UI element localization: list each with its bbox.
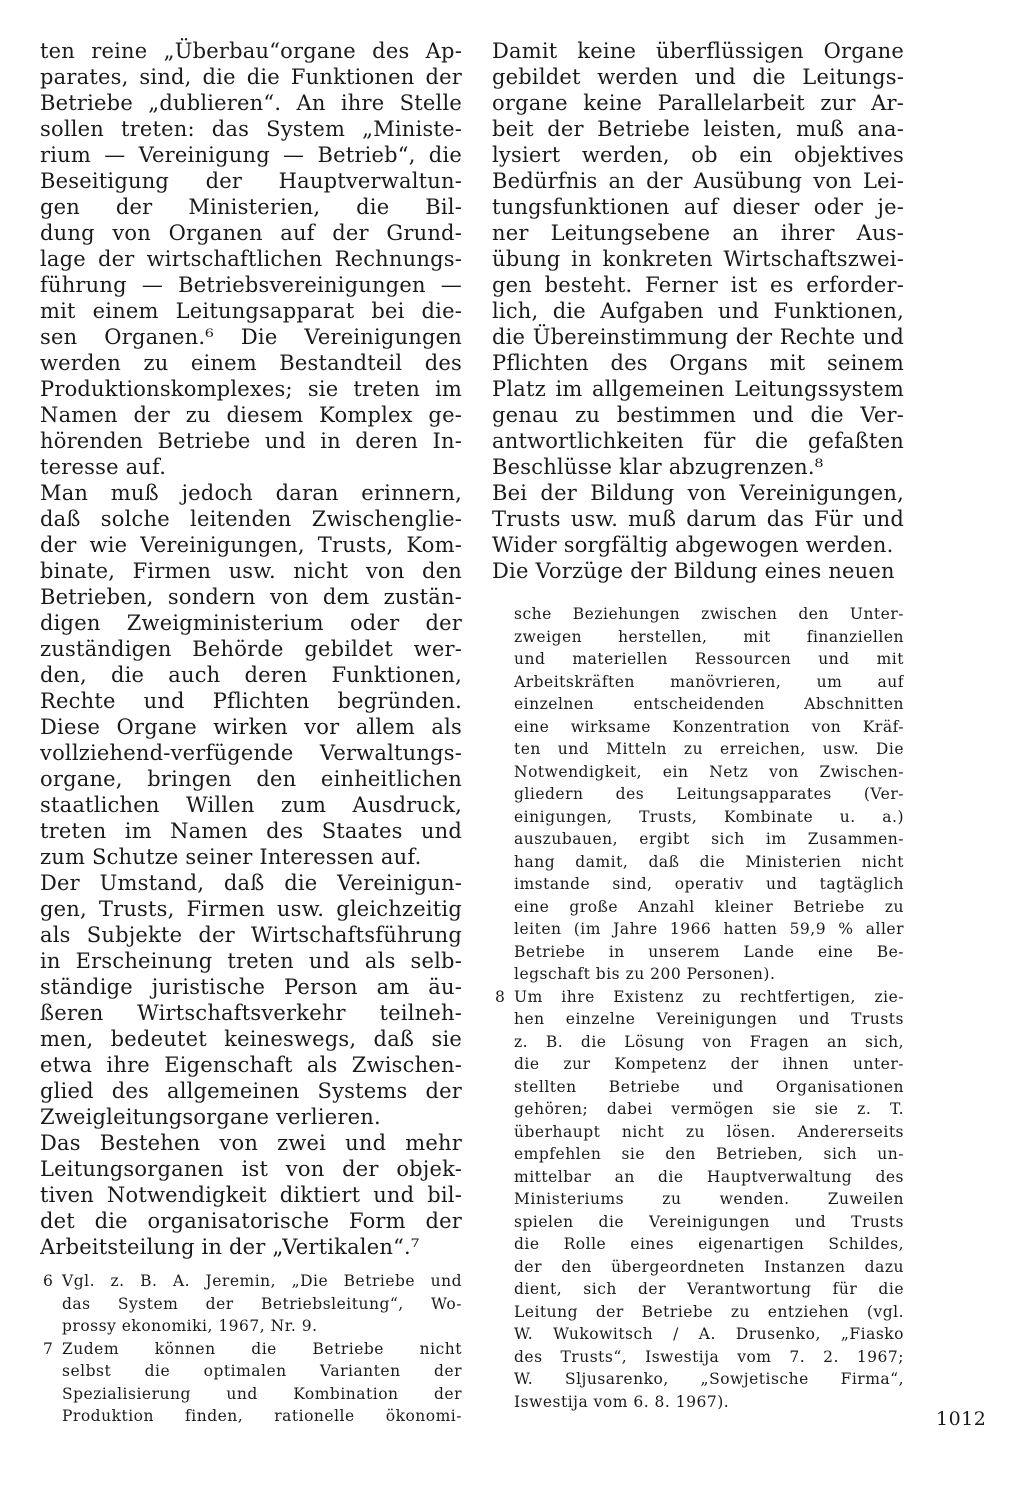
text-line: teresse auf. bbox=[40, 455, 167, 479]
text-line: hörenden Betriebe und in deren In- bbox=[40, 429, 462, 453]
text-line: Betrieben, sondern von dem zustän- bbox=[40, 585, 462, 609]
text-line: in Erscheinung treten und als selb- bbox=[40, 949, 462, 973]
footnote-line bbox=[492, 1256, 904, 1279]
footnote-text: auszubauen, ergibt sich im Zusammen- bbox=[514, 830, 904, 848]
footnote-text: die zur Kompetenz der ihnen unter- bbox=[514, 1055, 904, 1073]
footnote-text: Leitung der Betriebe zu entziehen (vgl. bbox=[514, 1302, 904, 1321]
text-line: gen besteht. Ferner ist es erforder- bbox=[492, 273, 904, 297]
text-line: Leitungsorganen ist von der objek- bbox=[40, 1157, 462, 1181]
text-line: glied des allgemeinen Systems der bbox=[40, 1079, 462, 1103]
text-line: ner Leitungsebene an ihrer Aus- bbox=[492, 221, 904, 245]
footnote-line bbox=[492, 783, 904, 806]
text-line: ßeren Wirtschaftsverkehr teilneh- bbox=[40, 1001, 462, 1025]
footnote-text: Notwendigkeit, ein Netz von Zwischen- bbox=[514, 762, 904, 781]
text-line: men, bedeutet keineswegs, daß sie bbox=[40, 1027, 462, 1051]
text-line: Die Vorzüge der Bildung eines neuen bbox=[492, 559, 895, 583]
text-line: Das Bestehen von zwei und mehr bbox=[40, 1131, 462, 1155]
text-line: rium — Vereinigung — Betrieb“, die bbox=[40, 143, 462, 167]
footnote-line bbox=[492, 986, 904, 1009]
footnote-text: dient, sich der Verantwortung für die bbox=[514, 1280, 904, 1298]
footnote-text: W. Wukowitsch / A. Drusenko, „Fiasko bbox=[514, 1325, 904, 1343]
text-line: Namen der zu diesem Komplex ge- bbox=[40, 403, 462, 427]
text-line: Damit keine überflüssigen Organe bbox=[492, 39, 904, 63]
footnote-line bbox=[492, 738, 904, 761]
text-line: Arbeitsteilung in der „Vertikalen“.⁷ bbox=[40, 1235, 420, 1259]
footnote-text: Iswestija vom 6. 8. 1967). bbox=[514, 1392, 730, 1411]
footnote-line bbox=[492, 693, 904, 716]
footnote-line bbox=[492, 806, 904, 829]
footnote-line bbox=[492, 761, 904, 784]
footnote-number-8: 8 bbox=[495, 987, 506, 1006]
text-line: Bedürfnis an der Ausübung von Lei- bbox=[492, 169, 904, 193]
footnote-text: stellten Betriebe und Organisationen bbox=[514, 1077, 904, 1096]
footnote-line bbox=[492, 1301, 904, 1324]
footnote-line bbox=[492, 1098, 904, 1121]
footnote-line bbox=[492, 1211, 904, 1234]
text-line: etwa ihre Eigenschaft als Zwischen- bbox=[40, 1053, 462, 1077]
footnote-text: gehören; dabei vermögen sie sie z. T. bbox=[514, 1100, 904, 1118]
footnote-text: Um ihre Existenz zu rechtfertigen, zie- bbox=[514, 987, 904, 1006]
text-line: ten reine „Überbau“organe des Ap- bbox=[40, 39, 462, 63]
text-line: Zweigleitungsorgane verlieren. bbox=[40, 1105, 381, 1129]
footnote-text: sche Beziehungen zwischen den Unter- bbox=[514, 605, 904, 623]
footnote-text: das System der Betriebsleitung“, Wo- bbox=[62, 1294, 462, 1313]
footnote-line bbox=[492, 1076, 904, 1099]
text-line: sen Organen.⁶ Die Vereinigungen bbox=[40, 325, 462, 349]
text-line: Trusts usw. muß darum das Für und bbox=[492, 507, 904, 531]
text-line: organe keine Parallelarbeit zur Ar- bbox=[492, 91, 904, 115]
footnote-text: der den übergeordneten Instanzen dazu bbox=[514, 1257, 904, 1276]
text-line: werden zu einem Bestandteil des bbox=[40, 351, 462, 375]
right-column-footnotes bbox=[492, 603, 904, 1413]
footnote-text: mittelbar an die Hauptverwaltung des bbox=[514, 1167, 904, 1186]
footnote-line bbox=[492, 828, 904, 851]
footnote-line bbox=[492, 1323, 904, 1346]
footnote-line bbox=[492, 851, 904, 874]
footnote-text: Ministeriums zu wenden. Zuweilen bbox=[514, 1190, 904, 1208]
text-line: der wie Vereinigungen, Trusts, Kom- bbox=[40, 533, 462, 557]
footnote-text: leiten (im Jahre 1966 hatten 59,9 % aller bbox=[514, 920, 904, 938]
text-line: lage der wirtschaftlichen Rechnungs- bbox=[40, 247, 462, 271]
text-line: führung — Betriebsvereinigungen — bbox=[40, 273, 462, 297]
footnote-line bbox=[40, 1293, 462, 1316]
text-line: binate, Firmen usw. nicht von den bbox=[40, 559, 462, 583]
text-line: mit einem Leitungsapparat bei die- bbox=[40, 299, 462, 323]
left-column-body bbox=[40, 38, 462, 1260]
text-line: Pflichten des Organs mit seinem bbox=[492, 351, 904, 375]
text-line: treten im Namen des Staates und bbox=[40, 819, 462, 843]
footnote-text: einigungen, Trusts, Kombinate u. a.) bbox=[514, 807, 904, 826]
footnote-line bbox=[492, 1166, 904, 1189]
footnote-line bbox=[492, 896, 904, 919]
text-line: Platz im allgemeinen Leitungssystem bbox=[492, 377, 904, 401]
footnote-line bbox=[40, 1315, 462, 1338]
footnote-text: des Trusts“, Iswestija vom 7. 2. 1967; bbox=[514, 1347, 904, 1366]
text-line: organe, bringen den einheitlichen bbox=[40, 767, 462, 791]
text-line: Rechte und Pflichten begründen. bbox=[40, 689, 462, 713]
footnote-text: Vgl. z. B. A. Jeremin, „Die Betriebe und bbox=[62, 1272, 462, 1290]
footnote-line bbox=[492, 941, 904, 964]
text-line: lysiert werden, ob ein objektives bbox=[492, 143, 904, 167]
footnote-text: einzelnen entscheidenden Abschnitten bbox=[514, 695, 904, 713]
footnote-number-6: 6 bbox=[43, 1272, 54, 1290]
text-line: gen der Ministerien, die Bil- bbox=[40, 195, 462, 219]
text-line: zuständigen Behörde gebildet wer- bbox=[40, 637, 462, 661]
footnote-text: W. Sljusarenko, „Sowjetische Firma“, bbox=[514, 1370, 904, 1388]
footnote-text: imstande sind, operativ und tagtäglich bbox=[514, 875, 904, 893]
text-line: daß solche leitenden Zwischenglie- bbox=[40, 507, 462, 531]
footnote-line bbox=[492, 1391, 904, 1414]
footnote-line bbox=[40, 1383, 462, 1406]
footnote-text: eine große Anzahl kleiner Betriebe zu bbox=[514, 897, 904, 916]
text-line: digen Zweigministerium oder der bbox=[40, 611, 462, 635]
page-number: 1012 bbox=[936, 1408, 987, 1430]
text-line: den, die auch deren Funktionen, bbox=[40, 663, 462, 687]
footnote-text: Produktion finden, rationelle ökonomi- bbox=[62, 1407, 462, 1425]
footnote-number-7: 7 bbox=[43, 1339, 54, 1358]
footnote-line bbox=[492, 1368, 904, 1391]
text-line: ständige juristische Person am äu- bbox=[40, 975, 462, 999]
footnote-text: Betriebe in unserem Lande eine Be- bbox=[514, 942, 904, 961]
text-line: det die organisatorische Form der bbox=[40, 1209, 462, 1233]
footnote-line bbox=[492, 648, 904, 671]
footnote-text: Arbeitskräften manövrieren, um auf bbox=[514, 672, 904, 691]
footnote-text: legschaft bis zu 200 Personen). bbox=[514, 965, 776, 983]
footnote-line bbox=[492, 873, 904, 896]
footnote-text: ten und Mitteln zu erreichen, usw. Die bbox=[514, 740, 904, 758]
text-line: Betriebe „dublieren“. An ihre Stelle bbox=[40, 91, 462, 115]
text-line: beit der Betriebe leisten, muß ana- bbox=[492, 117, 904, 141]
text-line: tungsfunktionen auf dieser oder je- bbox=[492, 195, 904, 219]
text-line: Bei der Bildung von Vereinigungen, bbox=[492, 481, 904, 505]
text-line: Diese Organe wirken vor allem als bbox=[40, 715, 462, 739]
left-column-footnotes bbox=[40, 1270, 462, 1428]
footnote-text: Spezialisierung und Kombination der bbox=[62, 1384, 462, 1403]
footnote-line bbox=[40, 1405, 462, 1428]
footnote-text: die Rolle eines eigenartigen Schildes, bbox=[514, 1235, 904, 1253]
right-column-body bbox=[492, 38, 904, 584]
text-line: tiven Notwendigkeit diktiert und bil- bbox=[40, 1183, 462, 1207]
footnote-line bbox=[492, 716, 904, 739]
text-line: sollen treten: das System „Ministe- bbox=[40, 117, 462, 141]
text-line: genau zu bestimmen und die Ver- bbox=[492, 403, 904, 427]
footnote-line bbox=[492, 918, 904, 941]
footnote-line bbox=[492, 1121, 904, 1144]
text-line: gen, Trusts, Firmen usw. gleichzeitig bbox=[40, 897, 462, 921]
footnote-line bbox=[492, 1278, 904, 1301]
footnote-line bbox=[492, 626, 904, 649]
footnote-text: überhaupt nicht zu lösen. Andererseits bbox=[514, 1122, 904, 1141]
footnote-line bbox=[492, 1053, 904, 1076]
text-line: lich, die Aufgaben und Funktionen, bbox=[492, 299, 904, 323]
footnote-line bbox=[40, 1338, 462, 1361]
text-line: die Übereinstimmung der Rechte und bbox=[492, 325, 904, 349]
footnote-text: z. B. die Lösung von Fragen an sich, bbox=[514, 1032, 904, 1051]
footnote-line bbox=[492, 1031, 904, 1054]
text-line: Man muß jedoch daran erinnern, bbox=[40, 481, 462, 505]
footnote-text: selbst die optimalen Varianten der bbox=[62, 1362, 462, 1380]
footnote-text: zweigen herstellen, mit finanziellen bbox=[514, 627, 904, 646]
text-line: dung von Organen auf der Grund- bbox=[40, 221, 462, 245]
footnote-line bbox=[492, 603, 904, 626]
footnote-line bbox=[40, 1360, 462, 1383]
text-line: Wider sorgfältig abgewogen werden. bbox=[492, 533, 894, 557]
footnote-line bbox=[492, 1143, 904, 1166]
text-line: Beschlüsse klar abzugrenzen.⁸ bbox=[492, 455, 824, 479]
footnote-line bbox=[492, 1188, 904, 1211]
text-line: vollziehend-verfügende Verwaltungs- bbox=[40, 741, 462, 765]
text-line: staatlichen Willen zum Ausdruck, bbox=[40, 793, 462, 817]
text-line: zum Schutze seiner Interessen auf. bbox=[40, 845, 422, 869]
footnote-text: eine wirksame Konzentration von Kräf- bbox=[514, 717, 904, 736]
footnote-line bbox=[492, 963, 904, 986]
footnote-text: Zudem können die Betriebe nicht bbox=[62, 1339, 462, 1358]
text-line: Produktionskomplexes; sie treten im bbox=[40, 377, 462, 401]
text-line: Der Umstand, daß die Vereinigun- bbox=[40, 871, 462, 895]
footnote-text: gliedern des Leitungsapparates (Ver- bbox=[514, 785, 904, 803]
text-line: als Subjekte der Wirtschaftsführung bbox=[40, 923, 462, 947]
footnote-line bbox=[492, 1233, 904, 1256]
footnote-text: und materiellen Ressourcen und mit bbox=[514, 650, 904, 668]
footnote-text: spielen die Vereinigungen und Trusts bbox=[514, 1212, 904, 1231]
footnote-text: hang damit, daß die Ministerien nicht bbox=[514, 852, 904, 871]
footnote-line bbox=[492, 1008, 904, 1031]
footnote-line bbox=[492, 671, 904, 694]
text-line: antwortlichkeiten für die gefaßten bbox=[492, 429, 904, 453]
footnote-line bbox=[492, 1346, 904, 1369]
footnote-line bbox=[40, 1270, 462, 1293]
text-line: parates, sind, die die Funktionen der bbox=[40, 65, 462, 89]
text-line: gebildet werden und die Leitungs- bbox=[492, 65, 904, 89]
text-line: übung in konkreten Wirtschaftszwei- bbox=[492, 247, 904, 271]
footnote-text: prossy ekonomiki, 1967, Nr. 9. bbox=[62, 1317, 318, 1335]
footnote-text: hen einzelne Vereinigungen und Trusts bbox=[514, 1010, 904, 1028]
footnote-text: empfehlen sie den Betrieben, sich un- bbox=[514, 1145, 904, 1163]
text-line: Beseitigung der Hauptverwaltun- bbox=[40, 169, 462, 193]
